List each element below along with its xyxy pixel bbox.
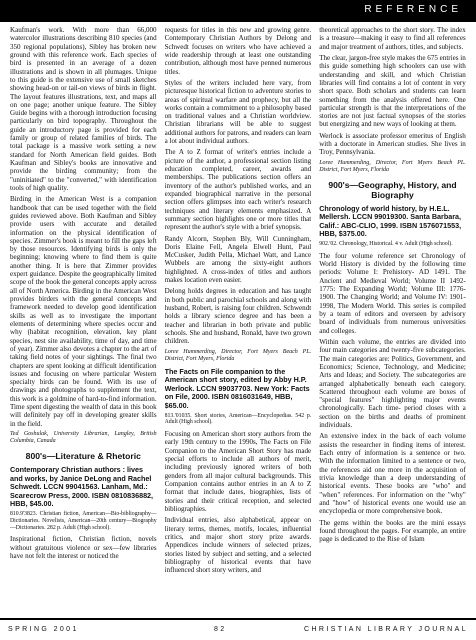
paragraph: Kaufman's work. With more than 66,000 watercolor illustrations describing 810 species (and 350 regional populations), Sibley has broken new ground with this reference work. Each species of bird is presented in an average of a dozen illustrations and is shown in all plumages. Unique to this guide is the extensive use of small sketches showing head-on or tail-on views of birds in flight. The layout features illustrations, text, and maps all on one page; another unique feature. The Sibley Guide begins with a thorough introduction focusing particularly on bird topography. Throughout the guide an introductory page is provided for each family or group of related families of birds. The total package is a massive work setting a new standard for North American field guides. Both Kaufman and Sibley's books are innovative and provide the birding community; from the "uninitiated" to the "converted," with identification tools of high quality.	[10, 26, 157, 192]
paragraph: Styles of the writers included here vary, from picturesque historical fiction to adventure stories to areas of spiritual warfare and prophecy, but all the works contain a commitment to a philosophy based on traditional values and a Christian worldview. Christian librarians will be able to suggest additional authors for patrons, and readers can learn a lot about individual authors.	[164, 78, 312, 146]
paragraph: The gems within the books are the mini essays found throughout the pages. For example, an entire page is dedicated to the Rise of Islam	[319, 518, 466, 544]
reviewer-credit: Ted Goshulak, University Librarian, Langley, British Columbia, Canada	[10, 431, 157, 444]
footer-season: SPRING 2001	[8, 626, 79, 633]
column-1	[10, 26, 157, 610]
paragraph: Inspirational fiction, Christian fiction, novels without gratuitous violence or sex—few libraries have not felt the interest or noticed the	[10, 535, 157, 560]
paragraph: An extensive index in the back of each volume assists the researcher in finding items of interest. Each entry of information is a sentence or two. With the information limited to a sentence or two, the references aid one more in the acquisition of trivia knowledge than a deep understanding of historical events. These books are "who" and "when" references. For information on the "why" and "how" of historical events one would use an encyclopedia or more comprehensive book.	[319, 432, 466, 516]
journal-name: CHRISTIAN LIBRARY JOURNAL	[304, 626, 468, 633]
article-columns	[10, 26, 466, 610]
column-3	[319, 26, 466, 610]
column-2	[165, 26, 312, 610]
paragraph: Werlock is associate professor emeritus of English with a doctorate in American studies. She lives in Troy, Pennsylvania.	[319, 131, 466, 157]
section-label: REFERENCE	[364, 4, 462, 15]
paragraph: Focusing on American short story authors from the early 19th century to the 1990s, The Facts on File Companion to the American Short Story has made special efforts to include all authors of merit, including previously ignored writers of both genders from all major cultural backgrounds. This Companion contains author entries in an A to Z format that include dates, biographies, lists of stories and their critical reception, and selected bibliographies.	[164, 430, 312, 513]
reviewer-credit: Loree Hummerding, Director, Fort Myers Beach PL. District, Fort Myers, Florida	[319, 159, 466, 173]
paragraph: Delong holds degrees in education and has taught in both public and parochial schools and along with husband, Robert, is raising four children. Schwendt holds a library science degree and has been a teacher and librarian in both private and public schools. She and husband, Ronald, have two grown children.	[164, 287, 312, 346]
book-entry-info: 813.'01035. Short stories, American—Encyclopedias. 542 p. Adult (High school).	[164, 412, 312, 426]
section-heading: 900's—Geography, History, and Biography	[328, 179, 457, 200]
book-entry-info: 902.'02. Chronology, Historical. 4 v. Adult (High school).	[319, 241, 453, 248]
page-number: 82	[214, 626, 227, 633]
page-footer	[0, 618, 476, 640]
paragraph: Randy Alcorn, Stephen Bly, Will Cunningham, Doris Elaine Fell, Angela Elwell Hunt, Paul McCusker, Judith Pella, Michael Watt, and Lance Wubbels are among the sixty-eight authors highlighted. A cross-index of titles and authors makes location even easier.	[164, 234, 312, 285]
paragraph: The four volume reference set Chronology of World History is divided by the following time periods: Volume I: Prehistory- AD 1491. The Ancient and Medieval World; Volume II 1492-1775: The Expanding World; Volume III: 1776-1900. The Changing World; and Volume IV: 1901-1998, The Modern World. This series is compiled by a team of editors and overseen by advisory board of individuals from numerous universities and colleges.	[319, 251, 466, 335]
book-entry-title: The Facts on File companion to the American short story, edited by Abby H.P. Werlock. LCCN 99037703. New York: Facts on File, 2000. ISBN 0816031649, HBB, $65.00.	[164, 366, 310, 410]
paragraph: Within each volume, the entries are divided into four main categories and twenty-five subcategories. The main categories are: Politics, Government, and Economics; Science, Technology, and Medicine; Arts and Ideas; and Society. The subcategories are arranged alphabetically beneath each category. Scattered throughout each volume are boxes of "special features" highlighting major events chronologically. Each time- period closes with a section on the births and deaths of prominent individuals.	[319, 337, 466, 430]
paragraph: The clear, jargon-free style makes the 675 entries in this guide something high schoolers can use with understanding and skill, and which Christian libraries will find contains a lot of content in very short space. Both scholars and students can learn something from the analysis offered here. One particular strength is that the interpretations of the stories are not just factual synopses of the stories but energizing and new ways of looking at them.	[319, 53, 466, 129]
paragraph: Birding in the American West is a companion handbook that can be used together with the field guides reviewed above. Both Kaufman and Sibley provide users with accurate and detailed information on the physical identification of species. Zimmer's book is meant to fill the gaps left by those resources. Identifying birds is only the beginning; knowing where to find them is quite another thing. It is here that Zimmer provides expert guidance. Despite the geographically limited scope of the book the general concepts apply across all of North America. Birding in the American West provides birders with the general concepts and framework needed to develop good identification skills as well as to investigate the important elements of determining where species occur and why (habitat recognition, elevation, key plant species, nest site availability, time of day, and time of year). Zimmer also devotes a chapter to the art of taking field notes of your sightings. The final two chapters are spent looking at difficult identification issues and focusing on where particular Western specialty birds can be found. With its use of drawings and photographs to supplement the text, this work is a goldmine of hard-to-find information. Time spent digesting the wealth of data in this book will definitely pay off in developing greater skills in the field.	[10, 195, 157, 428]
paragraph: Individual entries, also alphabetical, appear on literary terms, themes, motifs, locales, influential critics, and major short story prize awards. Appendices include winners of selected prizes, stories listed by subject and setting, and a selected bibliography of historical events that have influenced short story writers, and	[164, 516, 312, 575]
book-entry-info: 810.9'3823. Christian fiction, American—Bio-bibliography—Dictionaries. Novelists, American—20th century—Biography—Dictionaries. 282 p. Adult (High school).	[10, 510, 157, 531]
paragraph: theoretical approaches to the short story. The index is a treasure—making it easy to find all references and major treatment of authors, titles, and subjects.	[319, 26, 466, 51]
section-header-bar	[0, 0, 476, 22]
paragraph: requests for titles in this new and growing genre. Contemporary Christian Authors by Delong and Schwedt focuses on writers who have achieved a wide readership through at least one outstanding contribution, although most have penned numerous titles.	[164, 26, 312, 76]
book-entry-title: Chronology of world history, by H.E.L. Mellersh. LCCN 99019300. Santa Barbara, Calif.: ABC-CLIO, 1999. ISBN 1576071553, HBB, $375.00.	[319, 203, 462, 239]
section-heading: 800's—Literature & Rhetoric	[25, 451, 141, 461]
book-entry-title: Contemporary Christian authors : lives and works, by Janice DeLong and Rachel Schwedt. LCCN 99041563. Lanham, Md.: Scarecrow Press, 2000. ISBN 0810836882, HBB, $45.00.	[10, 465, 154, 509]
paragraph: The A to Z format of writer's entries include a picture of the author, a professional section listing education completed, career, awards and memberships. The publications section offers an inventory of the author's published works, and an expanded biographical narrative in the personal section offers glimpses into each writer's research techniques and literary elements emphasized. A summary section highlights one or more titles that represent the author's style with a brief synopsis.	[164, 148, 312, 232]
reviewer-credit: Loree Hummerding, Director, Fort Myers Beach PL. District, Fort Myers, Florida	[164, 348, 312, 362]
